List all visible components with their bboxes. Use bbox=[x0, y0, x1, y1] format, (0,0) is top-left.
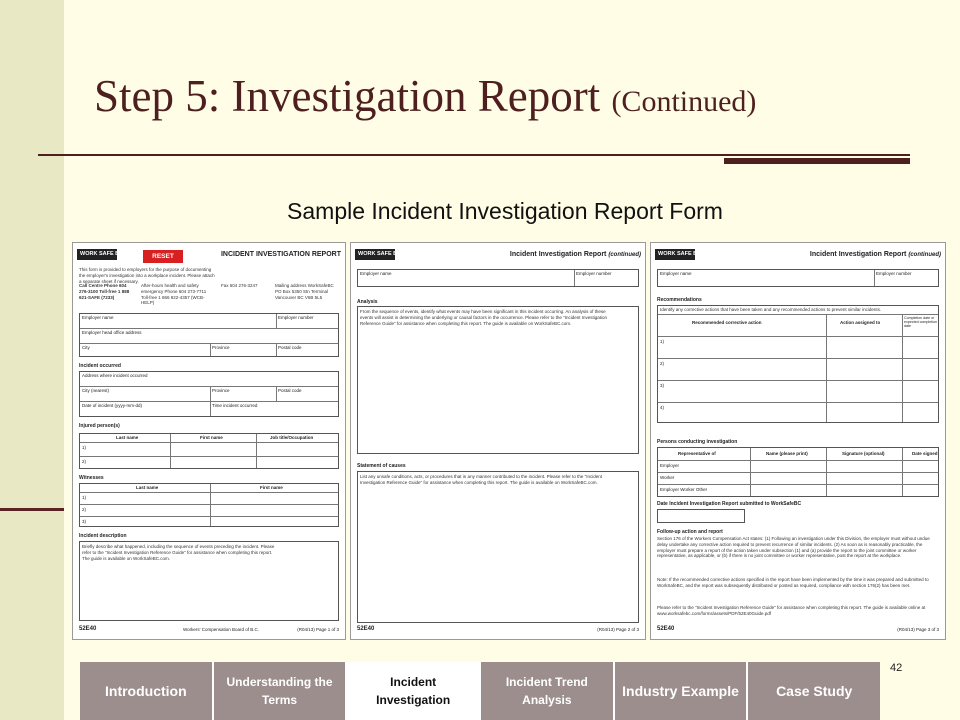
footer-page: (R04/13) Page 3 of 3 bbox=[897, 627, 939, 632]
witness-col-first: First name bbox=[260, 485, 283, 490]
rec-text: Identify any corrective actions that have been taken and any recommended actions to prevent similar incidents. bbox=[660, 307, 882, 312]
field-postal-code[interactable]: Postal code bbox=[278, 345, 302, 350]
footer-page: (R04/13) Page 2 of 3 bbox=[597, 627, 639, 632]
employer-row bbox=[357, 269, 639, 287]
form-code: 52E40 bbox=[357, 626, 375, 632]
persons-col-rep: Representative of bbox=[678, 451, 716, 456]
rec-row-3: 3) bbox=[660, 383, 665, 388]
left-decorative-band bbox=[0, 0, 64, 720]
injured-heading: Injured person(s) bbox=[79, 423, 120, 429]
followup-heading: Follow-up action and report bbox=[657, 529, 723, 535]
rec-row-1: 1) bbox=[660, 339, 665, 344]
slide-subtitle: Sample Incident Investigation Report Form bbox=[287, 198, 723, 224]
field-incident-city[interactable]: City (nearest) bbox=[82, 388, 110, 393]
guide-text: Please refer to the "Incident Investigation Reference Guide" for assistance when completing this report. The guide is available online at www.worksafebc.com/forms/assets/PDF/52E40Guide.pdf bbox=[657, 605, 926, 616]
page-3-footer bbox=[657, 626, 939, 636]
form-code: 52E40 bbox=[657, 626, 675, 632]
witnesses-heading: Witnesses bbox=[79, 475, 104, 481]
field-head-office[interactable]: Employer head office address bbox=[82, 330, 142, 335]
field-employer-name[interactable]: Employer name bbox=[660, 271, 692, 276]
persons-col-signature: Signature (optional) bbox=[842, 451, 885, 456]
contact-after-hours: After-hours health and safety emergency Phone 604 273-7711 Toll-free 1 866 922-4357 (WCB-HELP) bbox=[141, 283, 207, 306]
persons-row-other[interactable]: Employer Worker Other bbox=[660, 487, 708, 492]
slide-page-number: 42 bbox=[890, 662, 903, 674]
slide-title bbox=[94, 68, 934, 130]
form-page-title bbox=[810, 251, 941, 258]
witness-row-2: 2) bbox=[82, 507, 87, 512]
rec-col-action: Recommended corrective action bbox=[692, 320, 762, 325]
persons-table bbox=[657, 447, 939, 497]
recommendations-heading: Recommendations bbox=[657, 297, 702, 303]
rec-col-assigned: Action assigned to bbox=[840, 320, 881, 325]
form-page-title-continued: (continued) bbox=[908, 252, 941, 258]
contact-call-centre: Call Centre Phone 604 276-3100 Toll-free 1 888 621-SAFE (7233) bbox=[79, 283, 130, 300]
injured-col-job: Job title/Occupation bbox=[270, 435, 314, 440]
left-accent-line bbox=[0, 508, 64, 511]
form-page-title-text: Incident Investigation Report bbox=[809, 251, 907, 258]
tab-incident-investigation[interactable]: Incident Investigation bbox=[347, 662, 481, 720]
tab-case-study[interactable]: Case Study bbox=[748, 662, 880, 720]
page-2-footer bbox=[357, 626, 639, 636]
form-page-3 bbox=[650, 242, 946, 640]
field-employer-number[interactable]: Employer number bbox=[278, 315, 314, 320]
note-text: Note: If the recommended corrective actions specified in the report have been implemented by the time it was prepared and submitted to WorkSafeBC, and the report was subsequently distributed or posted as required, compliance with section 176(2) has been met. bbox=[657, 577, 929, 588]
employer-section bbox=[79, 313, 339, 357]
form-page-2 bbox=[350, 242, 646, 640]
form-pages bbox=[72, 242, 946, 640]
persons-row-worker: Worker bbox=[660, 475, 675, 480]
analysis-text: From the sequence of events, identify what events may have been significant in this incident occurring. An analysis of these events will assist in determining the underlying or causal factors in the occurrence. Please refer to the "Incident Investigation Reference Guide" for assistance when completing this report. The guide is available on WorkSafeBC.com. bbox=[360, 309, 607, 326]
persons-col-name: Name (please print) bbox=[766, 451, 808, 456]
form-page-title-text: Incident Investigation Report bbox=[509, 251, 607, 258]
recommendations-table bbox=[657, 305, 939, 423]
date-submitted-heading: Date Incident Investigation Report submitted to WorkSafeBC bbox=[657, 501, 802, 507]
description-text: Briefly describe what happened, including the sequence of events preceding the incident. Please refer to the "Incident Investigation Reference Guide" for assistance when completing this report. The guide is available on WorkSafeBC.com. bbox=[82, 544, 275, 561]
field-incident-date[interactable]: Date of incident (yyyy-mm-dd) bbox=[82, 403, 143, 408]
causes-text: List any unsafe conditions, acts, or procedures that in any manner contributed to the incident. Please refer to the "Incident Investigation Reference Guide" for assistance when completing this report. The guide is available on WorkSafeBC.com. bbox=[360, 474, 602, 485]
section-nav-bar bbox=[80, 662, 880, 720]
field-employer-name[interactable]: Employer name bbox=[82, 315, 114, 320]
employer-row bbox=[657, 269, 939, 287]
injured-row-1: 1) bbox=[82, 445, 87, 450]
injured-col-last: Last name bbox=[116, 435, 139, 440]
incident-occurred-heading: Incident occurred bbox=[79, 363, 121, 369]
witness-col-last: Last name bbox=[136, 485, 159, 490]
tab-introduction[interactable]: Introduction bbox=[80, 662, 214, 720]
form-code: 52E40 bbox=[79, 626, 97, 632]
injured-row-2: 2) bbox=[82, 459, 87, 464]
reset-button[interactable]: RESET bbox=[143, 250, 183, 263]
form-page-title-continued: (continued) bbox=[608, 252, 641, 258]
worksafebc-logo: WORK SAFE BC bbox=[655, 249, 695, 260]
contact-mailing: Mailing address WorkSafeBC PO Box 5350 Stn Terminal Vancouver BC V6B 5L5 bbox=[275, 283, 334, 300]
persons-row-employer: Employer bbox=[660, 463, 680, 468]
form-page-title: INCIDENT INVESTIGATION REPORT bbox=[220, 251, 341, 258]
worksafebc-logo: WORK SAFE BC bbox=[77, 249, 117, 260]
rec-row-2: 2) bbox=[660, 361, 665, 366]
field-city[interactable]: City bbox=[82, 345, 90, 350]
form-page-1 bbox=[72, 242, 346, 640]
witness-row-3: 3) bbox=[82, 519, 87, 524]
rec-col-date: Completion date or expected completion date bbox=[904, 316, 937, 329]
field-incident-address[interactable]: Address where incident occurred bbox=[82, 373, 148, 378]
field-incident-postal[interactable]: Postal code bbox=[278, 388, 302, 393]
analysis-box[interactable] bbox=[357, 306, 639, 454]
analysis-heading: Analysis bbox=[357, 299, 378, 305]
footer-board: Workers' Compensation Board of B.C. bbox=[183, 627, 260, 632]
witness-row-1: 1) bbox=[82, 495, 87, 500]
rec-row-4: 4) bbox=[660, 405, 665, 410]
page-1-footer bbox=[79, 626, 339, 636]
contact-fax: Fax 604 276-3247 bbox=[221, 283, 258, 288]
description-box[interactable] bbox=[79, 541, 339, 621]
field-incident-province[interactable]: Province bbox=[212, 388, 230, 393]
tab-industry-example[interactable]: Industry Example bbox=[615, 662, 749, 720]
field-province[interactable]: Province bbox=[212, 345, 230, 350]
tab-understanding-the-terms[interactable]: Understanding the Terms bbox=[214, 662, 348, 720]
title-rule-accent bbox=[724, 158, 910, 164]
title-rule bbox=[38, 154, 910, 156]
footer-page: (R04/13) Page 1 of 3 bbox=[297, 627, 339, 632]
injured-col-first: First name bbox=[200, 435, 223, 440]
persons-heading: Persons conducting investigation bbox=[657, 439, 738, 445]
followup-text: Section 176 of the Workers Compensation Act states: (1) Following an investigation under this Division, the employer must without undue delay undertake any corrective action required to prevent recurrence of similar incidents. (2) As soon as is reasonably practicable, the employer must prepare a report of the action taken under subsection (1) and (a) provide the report to the joint committee or worker representative, as applicable, or (b) if there is no joint committee or worker representative, post the report at the workplace. bbox=[657, 536, 930, 559]
form-page-title bbox=[510, 251, 641, 258]
slide-title-main: Step 5: Investigation Report bbox=[94, 71, 601, 121]
persons-col-date: Date signed bbox=[912, 451, 938, 456]
causes-heading: Statement of causes bbox=[357, 463, 406, 469]
injured-table bbox=[79, 433, 339, 469]
worksafebc-logo: WORK SAFE BC bbox=[355, 249, 395, 260]
tab-incident-trend-analysis[interactable]: Incident Trend Analysis bbox=[481, 662, 615, 720]
field-employer-number[interactable]: Employer number bbox=[876, 271, 912, 276]
field-employer-name[interactable]: Employer name bbox=[360, 271, 392, 276]
incident-section bbox=[79, 371, 339, 417]
form-intro: This form is provided to employers for the purpose of documenting the employer's investigation into a workplace incident. Please attach a separate sheet if necessary. bbox=[79, 267, 215, 284]
date-submitted-field[interactable] bbox=[657, 509, 745, 523]
field-incident-time[interactable]: Time incident occurred bbox=[212, 403, 258, 408]
field-employer-number[interactable]: Employer number bbox=[576, 271, 612, 276]
causes-box[interactable] bbox=[357, 471, 639, 623]
slide-title-suffix: (Continued) bbox=[611, 85, 757, 118]
description-heading: Incident description bbox=[79, 533, 127, 539]
witnesses-table bbox=[79, 483, 339, 527]
